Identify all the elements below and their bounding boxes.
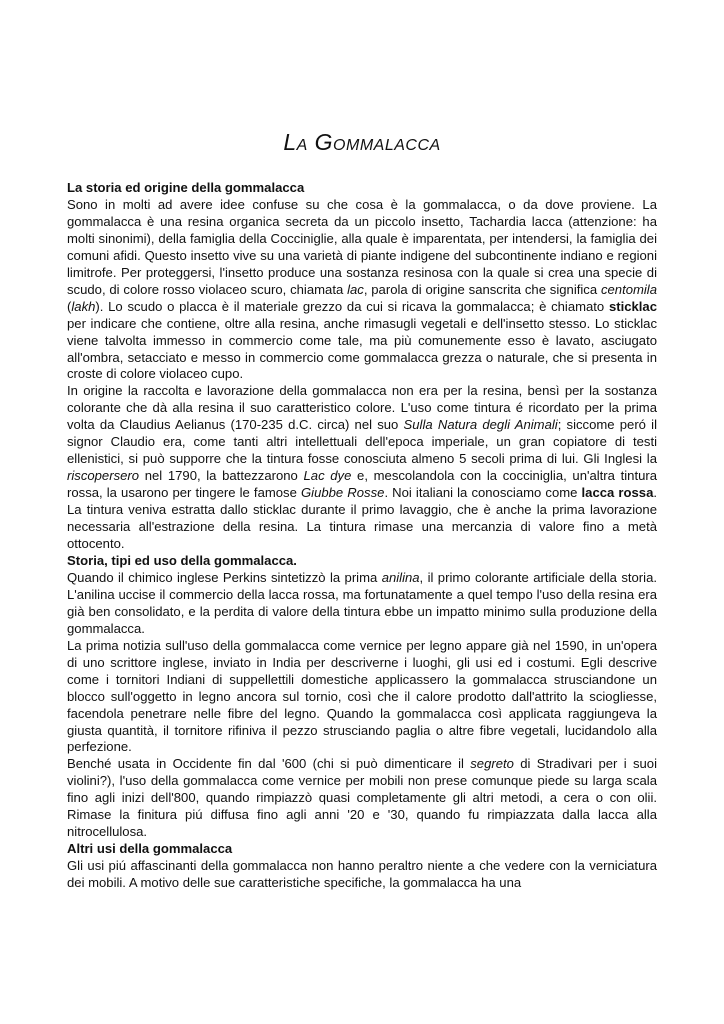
italic-text: Giubbe Rosse [300, 485, 385, 501]
italic-text: centomila [600, 281, 657, 297]
section-heading: La storia ed origine della gommalacca [67, 180, 305, 195]
text-run: . Noi italiani la conosciamo come [384, 485, 582, 501]
italic-text: Sulla Natura degli Animali [403, 417, 558, 433]
text-run: di Stradivari per i suoi violini?), l'uso della gommalacca come vernice per mobili non prese comunque piede su larga scala fino agli inizi dell'800, quando rimpiazzò quasi completamente gli altri metodi, a cera o con olii. Rimase la finitura piú diffusa fino agli anni '20 e '30, quando fu rimpiazzata dalla lacca alla nitrocellulosa. [67, 756, 657, 840]
paragraph [67, 638, 657, 757]
document-body [67, 180, 657, 892]
text-run: Sono in molti ad avere idee confuse su che cosa è la gommalacca, o da dove proviene. La gommalacca è una resina organica secreta da un piccolo insetto, Tachardia lacca (attenzione: ha molti sinonimi), della famiglia della Cocciniglie, alla quale è imparentata, per intendersi, la famiglia dei comuni afidi. Questo insetto vive su una varietà di piante indigene del subcontinente indiano e regioni limitrofe. Per proteggersi, l'insetto produce una sostanza resinosa con la quale si crea una specie di scudo, di colore rosso violaceo scuro, chiamata [67, 196, 657, 297]
section-heading: Altri usi della gommalacca [67, 841, 233, 857]
text-run: e, mescolandola con la cocciniglia, un'altra tintura rossa, la usarono per tingere le famose [67, 468, 658, 501]
text-run: ). Lo scudo o placca è il materiale grezzo da cui si ricava la gommalacca; è chiamato [95, 298, 609, 314]
paragraph [67, 197, 657, 383]
paragraph [67, 756, 657, 841]
italic-text: lac [347, 281, 364, 297]
text-run: per indicare che contiene, oltre alla resina, anche rimasugli vegetali e dell'insetto stesso. Lo sticklac viene talvolta immesso in commercio come tale, ma più comunemente esso è lavato, asciugato all'ombra, setacciato e messo in commercio come gommalacca grezza o naturale, che si presenta in croste di colore violaceo cupo. [67, 315, 657, 382]
text-run: Quando il chimico inglese Perkins sintetizzò la prima [67, 569, 382, 585]
italic-text: lakh [71, 298, 96, 314]
text-run: Benché usata in Occidente fin dal '600 (chi si può dimenticare il [67, 756, 471, 772]
text-run: nel 1790, la battezzarono [139, 468, 304, 484]
paragraph [67, 570, 657, 638]
paragraph [67, 383, 657, 553]
text-run: ; siccome peró il signor Claudio era, come tanti altri intellettuali dell'epoca imperiale, un gran copiatore di testi ellenistici, si può supporre che la tintura fosse conosciuta almeno 5 secoli prima di lui. Gli Inglesi la [67, 417, 657, 467]
text-run: ( [67, 298, 72, 314]
text-run: La prima notizia sull'uso della gommalacca come vernice per legno appare già nel 1590, in un'opera di uno scrittore inglese, inviato in India per descriverne i luoghi, gli usi ed i costumi. Egli descrive come i tornitori Indiani di suppellettili domestiche applicassero la gommalacca strusciandone un blocco sull'oggetto in legno ancora sul tornio, così che il calore prodotto dall'attrito la sciogliesse, facendola penetrare nelle fibre del legno. Quando la gommalacca così applicata raggiungeva la giusta quantità, il tornitore rifiniva il pezzo strusciando paglia o altre fibre vegetali, lucidandolo alla perfezione. [67, 637, 657, 755]
section-heading: Storia, tipi ed uso della gommalacca. [67, 552, 297, 568]
text-run: , il primo colorante artificiale della storia. L'anilina uccise il commercio della lacca rossa, ma fortunatamente a quel tempo l'uso della resina era già ben consolidato, e la perdita di valore della tintura ebbe un impatto minimo sulla produzione della gommalacca. [67, 569, 658, 636]
bold-text: lacca rossa [581, 485, 654, 501]
italic-text: Lac dye [303, 468, 352, 484]
italic-text: riscopersero [67, 468, 140, 484]
bold-text: sticklac [608, 298, 657, 314]
text-run: , parola di origine sanscrita che significa [363, 281, 601, 297]
page-title: La Gommalacca [283, 129, 441, 155]
text-run: . La tintura veniva estratta dallo sticklac durante il primo lavaggio, che è anche la prima lavorazione necessaria all'estrazione della resina. La tintura rimase una mercanzia di valore fino a metà ottocento. [67, 485, 657, 552]
text-run: In origine la raccolta e lavorazione della gommalacca non era per la resina, bensì per la sostanza colorante che dà alla resina il suo caratteristico colore. L'uso come tintura é ricordato per la prima volta da Claudius Aelianus (170-235 d.C. circa) nel suo [67, 383, 657, 433]
paragraph [67, 858, 657, 892]
italic-text: segreto [470, 756, 514, 772]
text-run: Gli usi piú affascinanti della gommalacca non hanno peraltro niente a che vedere con la verniciatura dei mobili. A motivo delle sue caratteristiche specifiche, la gommalacca ha una [67, 858, 657, 891]
italic-text: anilina [381, 569, 420, 585]
